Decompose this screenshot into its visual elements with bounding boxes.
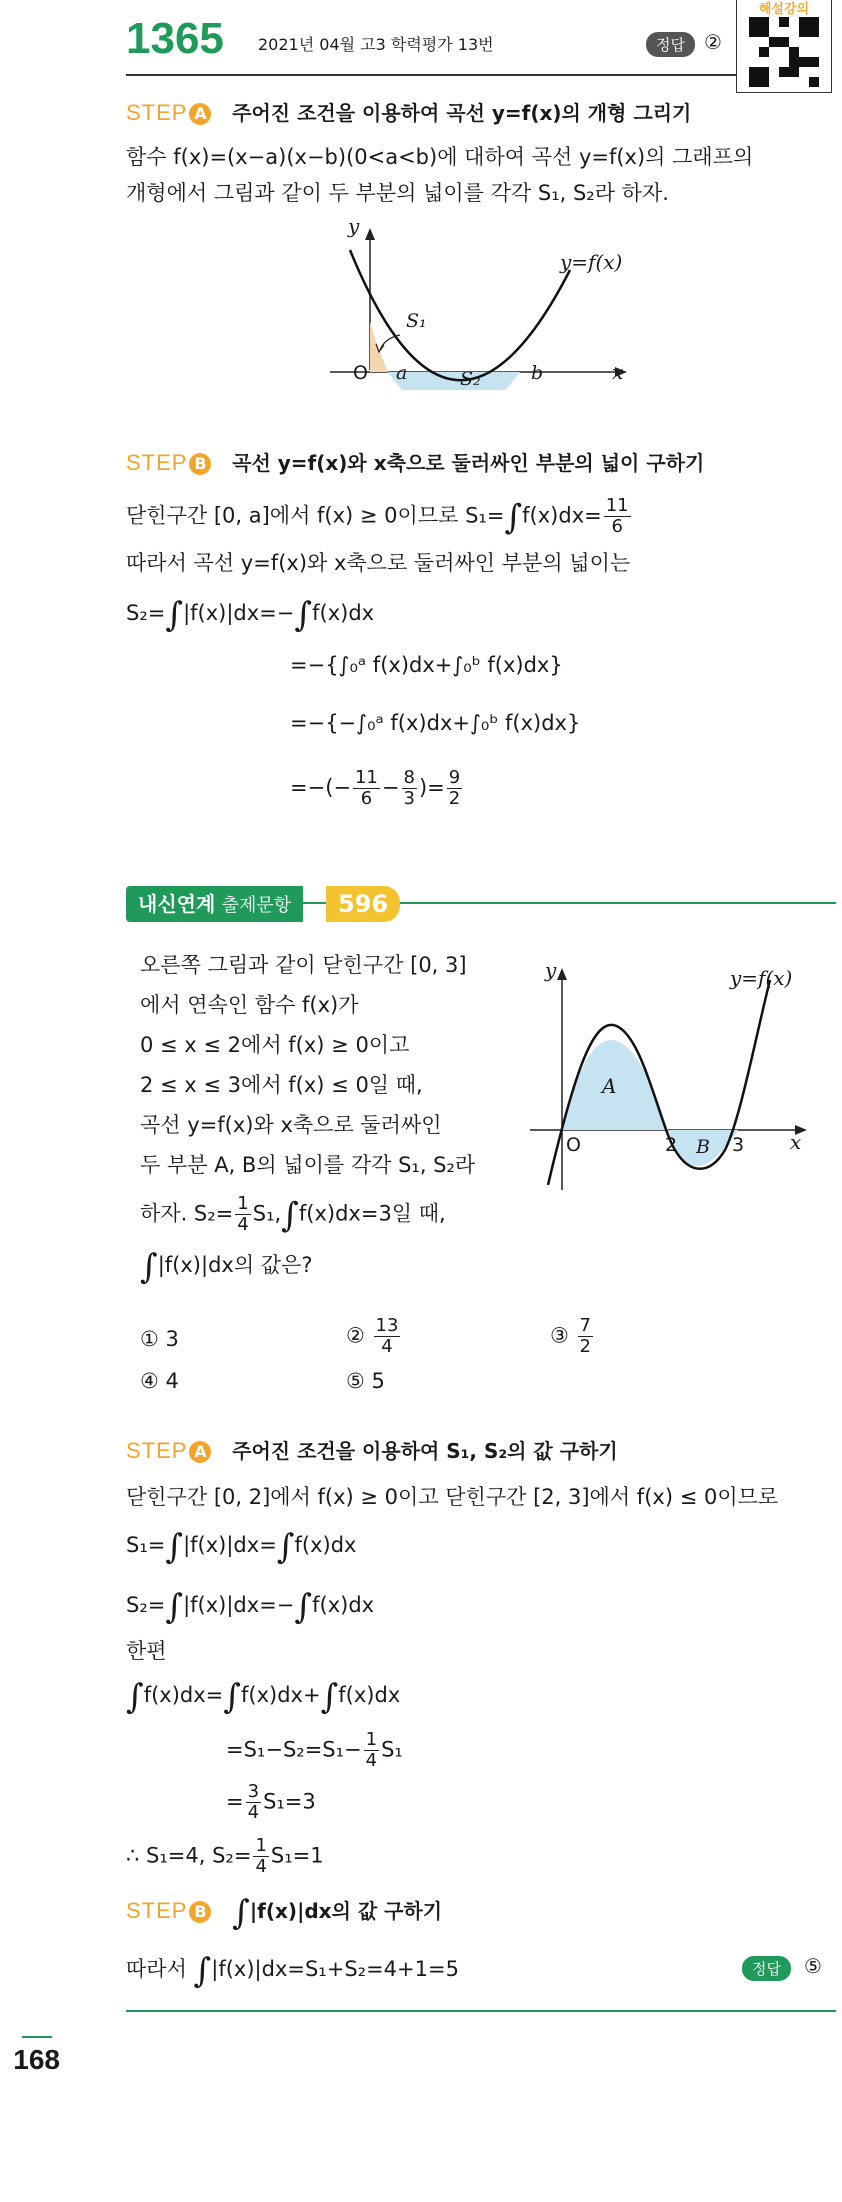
final-answer-badge: 정답	[742, 1956, 791, 1981]
step-a-heading	[126, 98, 691, 128]
qr-caption: 해설강의	[758, 2, 810, 17]
solution-eq-2: =S₁−S₂=S₁− $\frac{1}{4}$ S₁	[226, 1729, 403, 1771]
s2-line-1: S₂=∫|f(x)|dx=−∫f(x)dx	[126, 595, 375, 635]
bottom-rule	[126, 2010, 836, 2012]
graph1-s1: S₁	[406, 310, 427, 332]
graph2-y-label: y	[545, 958, 557, 982]
area-sentence: 따라서 곡선 y=f(x)와 x축으로 둘러싸인 부분의 넓이는	[126, 551, 631, 575]
s2-line-4: =−(− $\frac{11}{6}$ − $\frac{8}{3}$ )= $\frac{9}{2}$	[290, 767, 461, 809]
banner-number: 596	[326, 886, 400, 922]
qr-code-icon	[749, 17, 819, 87]
graph2-tick-3: 3	[732, 1134, 745, 1156]
problem-line-7: 하자. S₂= $\frac{1}{4}$ S₁,∫f(x)dx=3일 때,	[140, 1193, 446, 1236]
problem-line-5: 곡선 y=f(x)와 x축으로 둘러싸인	[140, 1113, 442, 1137]
step-title: 주어진 조건을 이용하여 곡선 y=f(x)의 개형 그리기	[232, 101, 692, 125]
solution-eq-1: ∫f(x)dx=∫f(x)dx+∫f(x)dx	[126, 1677, 401, 1717]
graph1-b: b	[531, 362, 544, 384]
graph2-tick-2: 2	[665, 1134, 678, 1156]
solution-line-1: 닫힌구간 [0, 2]에서 f(x) ≥ 0이고 닫힌구간 [2, 3]에서 f(x) ≤ 0이므로	[126, 1485, 779, 1509]
graph2-x-label: x	[790, 1130, 802, 1154]
step-badge: B	[189, 453, 211, 475]
s1-equation: 닫힌구간 [0, a]에서 f(x) ≥ 0이므로 S₁=∫f(x)dx= $\frac{11}{6}$	[126, 495, 629, 538]
choice-1[interactable]: ① 3	[140, 1327, 179, 1351]
page-number-rule	[22, 2036, 52, 2038]
problem-line-3: 0 ≤ x ≤ 2에서 f(x) ≥ 0이고	[140, 1033, 410, 1057]
parabola-graph	[320, 210, 640, 390]
qr-box[interactable]	[736, 0, 832, 93]
choice-5[interactable]: ⑤ 5	[346, 1369, 385, 1393]
choice-3[interactable]: ③ $\frac{7}{2}$	[550, 1315, 591, 1357]
problem-source: 2021년 04월 고3 학력평가 13번	[258, 35, 494, 54]
solution-final: 따라서 ∫|f(x)|dx=S₁+S₂=4+1=5	[126, 1951, 459, 1991]
problem-line-6: 두 부분 A, B의 넓이를 각각 S₁, S₂라	[140, 1153, 476, 1177]
paragraph-line-2: 개형에서 그림과 같이 두 부분의 넓이를 각각 S₁, S₂라 하자.	[126, 181, 669, 205]
header-rule	[126, 74, 736, 76]
step-label: STEP	[126, 100, 188, 125]
problem-number: 1365	[126, 14, 224, 63]
solution-step-a-heading: STEP A 주어진 조건을 이용하여 S₁, S₂의 값 구하기	[126, 1438, 618, 1463]
choice-4[interactable]: ④ 4	[140, 1369, 179, 1393]
choice-2[interactable]: ② $\frac{13}{4}$	[346, 1315, 399, 1357]
graph1-x-label: x	[612, 360, 624, 384]
graph2-curve-label: y=f(x)	[730, 966, 793, 990]
graph2-region-b: B	[696, 1136, 710, 1158]
graph1-a: a	[396, 362, 408, 384]
graph2-origin: O	[566, 1134, 581, 1156]
answer-badge: 정답	[646, 32, 695, 57]
solution-eq-3: = $\frac{3}{4}$ S₁=3	[226, 1781, 316, 1823]
problem-line-4: 2 ≤ x ≤ 3에서 f(x) ≤ 0일 때,	[140, 1073, 423, 1097]
banner-title: 내신연계 출제문항	[126, 886, 303, 922]
step-b-heading	[126, 448, 704, 478]
graph1-y-label: y	[348, 214, 360, 238]
solution-therefore: ∴ S₁=4, S₂= $\frac{1}{4}$ S₁=1	[126, 1835, 324, 1877]
problem-question: ∫|f(x)|dx의 값은?	[140, 1247, 313, 1287]
graph2-region-a: A	[602, 1074, 617, 1098]
step-label: STEP	[126, 450, 188, 475]
s2-line-3: =−{−∫₀ᵃ f(x)dx+∫₀ᵇ f(x)dx}	[290, 711, 581, 735]
paragraph-line-1: 함수 f(x)=(x−a)(x−b)(0<a<b)에 대하여 곡선 y=f(x)의 그래프의	[126, 145, 754, 169]
answer-value: ②	[704, 30, 722, 54]
graph1-s2: S₂	[460, 368, 481, 390]
meanwhile-label: 한편	[126, 1639, 167, 1663]
solution-s2: S₂=∫|f(x)|dx=−∫f(x)dx	[126, 1587, 375, 1627]
step-title: 곡선 y=f(x)와 x축으로 둘러싸인 부분의 넓이 구하기	[232, 451, 705, 475]
problem-line-1: 오른쪽 그림과 같이 닫힌구간 [0, 3]	[140, 953, 467, 977]
solution-s1: S₁=∫|f(x)|dx=∫f(x)dx	[126, 1527, 357, 1567]
graph1-curve-label: y=f(x)	[560, 250, 623, 274]
page-number: 168	[13, 2044, 60, 2075]
s2-line-2: =−{∫₀ᵃ f(x)dx+∫₀ᵇ f(x)dx}	[290, 653, 563, 677]
step-badge: A	[189, 103, 211, 125]
solution-step-b-heading: STEP B ∫|f(x)|dx의 값 구하기	[126, 1893, 443, 1933]
problem-line-2: 에서 연속인 함수 f(x)가	[140, 993, 359, 1017]
graph1-origin: O	[353, 362, 368, 384]
final-answer-value: ⑤	[804, 1954, 822, 1978]
